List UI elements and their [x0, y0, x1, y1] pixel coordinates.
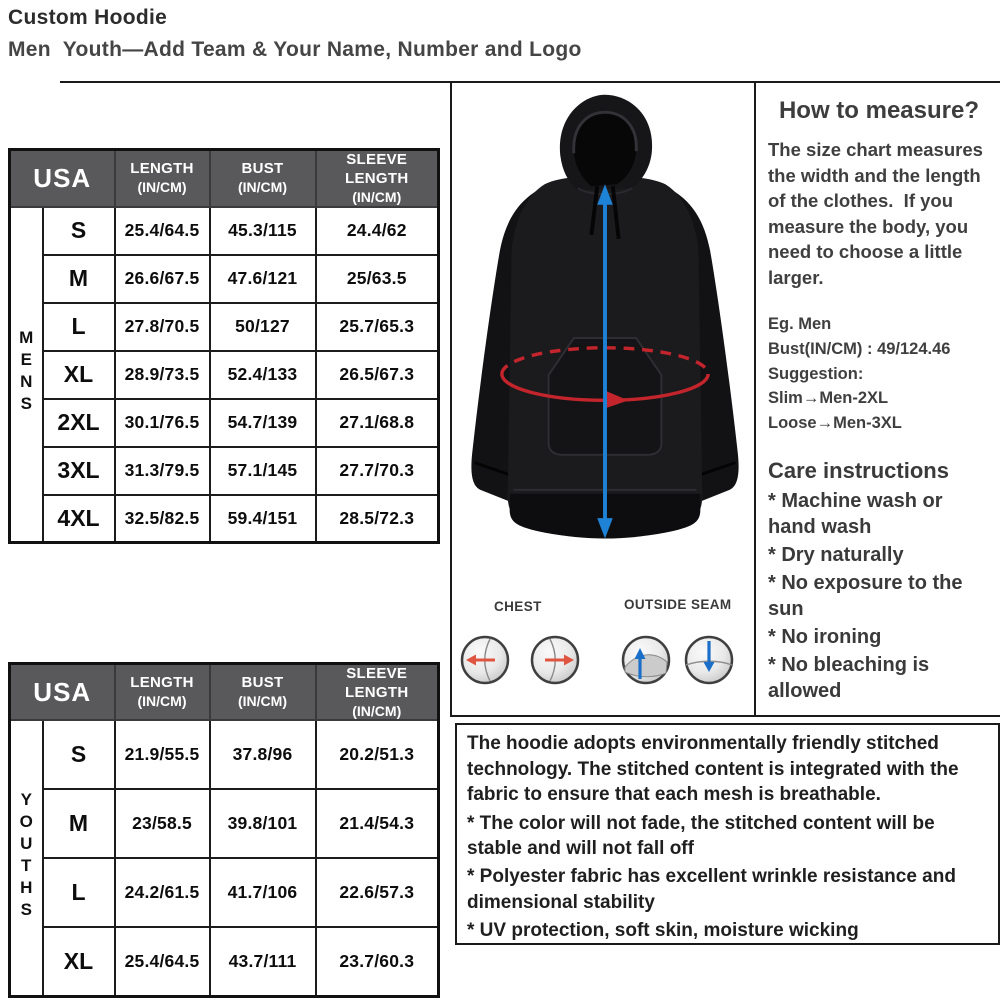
- length-cell: 28.9/73.5: [115, 351, 210, 399]
- features-intro: The hoodie adopts environmentally friendly stitched technology. The stitched content is integrated with the fabric to ensure that each mesh is breathable.: [467, 733, 959, 806]
- care-item: * Machine wash or hand wash: [768, 489, 943, 538]
- sleeve-cell: 25/63.5: [316, 255, 439, 303]
- sleeve-cell: 26.5/67.3: [316, 351, 439, 399]
- table-row: [10, 303, 439, 351]
- size-cell: S: [43, 207, 115, 255]
- bust-cell: 43.7/111: [210, 927, 316, 996]
- outside-seam-up-icon: [620, 634, 672, 686]
- size-cell: 3XL: [43, 447, 115, 495]
- outside-seam-label: OUTSIDE SEAM: [624, 597, 732, 612]
- size-cell: L: [43, 303, 115, 351]
- column-header-length: LENGTH (IN/CM): [115, 664, 210, 721]
- length-cell: 24.2/61.5: [115, 858, 210, 927]
- mens-group-label-cell: [10, 207, 43, 543]
- sleeve-cell: 24.4/62: [316, 207, 439, 255]
- features-bullet: * Polyester fabric has excellent wrinkle resistance and dimensional stability: [467, 866, 956, 913]
- care-item: * No exposure to the sun: [768, 571, 963, 620]
- bust-cell: 52.4/133: [210, 351, 316, 399]
- size-example-block: [768, 312, 990, 436]
- page-subtitle: Men Youth—Add Team & Your Name, Number and Logo: [8, 38, 582, 61]
- mens-size-chart: [8, 148, 440, 544]
- sleeve-cell: 21.4/54.3: [316, 789, 439, 858]
- features-bullet: * UV protection, soft skin, moisture wicking: [467, 919, 859, 941]
- length-cell: 21.9/55.5: [115, 720, 210, 789]
- features-bullet: * The color will not fade, the stitched content will be stable and will not fall off: [467, 812, 935, 860]
- sleeve-cell: 20.2/51.3: [316, 720, 439, 789]
- example-line: Slim→Men-2XL: [768, 389, 889, 408]
- column-header-usa: USA: [10, 150, 115, 207]
- table-row: [10, 927, 439, 996]
- how-to-measure-body: The size chart measures the width and the length of the clothes. If you measure the body, you need to choose a little larger.: [768, 139, 989, 288]
- column-header-usa: USA: [10, 664, 115, 721]
- mens-group-label: MENS: [16, 327, 36, 416]
- bust-cell: 54.7/139: [210, 399, 316, 447]
- how-to-measure-heading: How to measure?: [778, 97, 980, 124]
- column-header-length: LENGTH (IN/CM): [115, 150, 210, 207]
- table-row: [10, 447, 439, 495]
- youths-size-chart: [8, 662, 440, 998]
- example-line: Eg. Men: [768, 315, 832, 334]
- table-row: [10, 351, 439, 399]
- sleeve-cell: 28.5/72.3: [316, 495, 439, 543]
- column-header-sleeve: SLEEVE LENGTH (IN/CM): [316, 664, 439, 721]
- table-row: [10, 399, 439, 447]
- table-row: [10, 858, 439, 927]
- length-cell: 30.1/76.5: [115, 399, 210, 447]
- youths-group-label: YOUTHS: [16, 789, 36, 922]
- page-title: Custom Hoodie: [8, 6, 168, 29]
- care-instructions-heading: Care instructions: [768, 457, 949, 483]
- bust-cell: 47.6/121: [210, 255, 316, 303]
- size-cell: M: [43, 789, 115, 858]
- size-cell: M: [43, 255, 115, 303]
- length-cell: 32.5/82.5: [115, 495, 210, 543]
- size-cell: S: [43, 720, 115, 789]
- column-header-bust: BUST (IN/CM): [210, 664, 316, 721]
- bust-cell: 57.1/145: [210, 447, 316, 495]
- bust-cell: 41.7/106: [210, 858, 316, 927]
- table-row: [10, 720, 439, 789]
- size-cell: XL: [43, 351, 115, 399]
- bust-cell: 50/127: [210, 303, 316, 351]
- bust-cell: 59.4/151: [210, 495, 316, 543]
- length-cell: 25.4/64.5: [115, 927, 210, 996]
- example-line: Bust(IN/CM) : 49/124.46: [768, 339, 951, 358]
- size-cell: XL: [43, 927, 115, 996]
- care-item: * No ironing: [768, 625, 882, 648]
- table-row: [10, 789, 439, 858]
- bust-cell: 45.3/115: [210, 207, 316, 255]
- chest-measure-right-icon: [529, 634, 581, 686]
- product-features-panel: [455, 723, 1000, 945]
- table-row: [10, 255, 439, 303]
- care-item: * Dry naturally: [768, 543, 904, 566]
- size-cell: 2XL: [43, 399, 115, 447]
- table-row: [10, 495, 439, 543]
- table-row: [10, 207, 439, 255]
- sleeve-cell: 27.1/68.8: [316, 399, 439, 447]
- length-cell: 25.4/64.5: [115, 207, 210, 255]
- sleeve-cell: 22.6/57.3: [316, 858, 439, 927]
- length-cell: 31.3/79.5: [115, 447, 210, 495]
- size-cell: 4XL: [43, 495, 115, 543]
- length-cell: 26.6/67.5: [115, 255, 210, 303]
- size-cell: L: [43, 858, 115, 927]
- outside-seam-down-icon: [683, 634, 735, 686]
- column-header-bust: BUST (IN/CM): [210, 150, 316, 207]
- hoodie-measurement-illustration: [456, 87, 754, 593]
- bust-cell: 37.8/96: [210, 720, 316, 789]
- example-line: Suggestion:: [768, 364, 864, 383]
- example-line: Loose→Men-3XL: [768, 414, 902, 433]
- table-header-row: [10, 664, 439, 721]
- sleeve-cell: 23.7/60.3: [316, 927, 439, 996]
- length-cell: 23/58.5: [115, 789, 210, 858]
- chest-measure-left-icon: [459, 634, 511, 686]
- chest-label: CHEST: [494, 599, 542, 614]
- length-cell: 27.8/70.5: [115, 303, 210, 351]
- sleeve-cell: 25.7/65.3: [316, 303, 439, 351]
- care-item: * No bleaching is allowed: [768, 653, 930, 702]
- hoodie-figure-panel: [450, 83, 756, 717]
- how-to-measure-panel: [756, 83, 1000, 717]
- column-header-sleeve: SLEEVE LENGTH (IN/CM): [316, 150, 439, 207]
- sleeve-cell: 27.7/70.3: [316, 447, 439, 495]
- care-instructions-list: [768, 488, 990, 704]
- youths-group-label-cell: [10, 720, 43, 996]
- table-header-row: [10, 150, 439, 207]
- bust-cell: 39.8/101: [210, 789, 316, 858]
